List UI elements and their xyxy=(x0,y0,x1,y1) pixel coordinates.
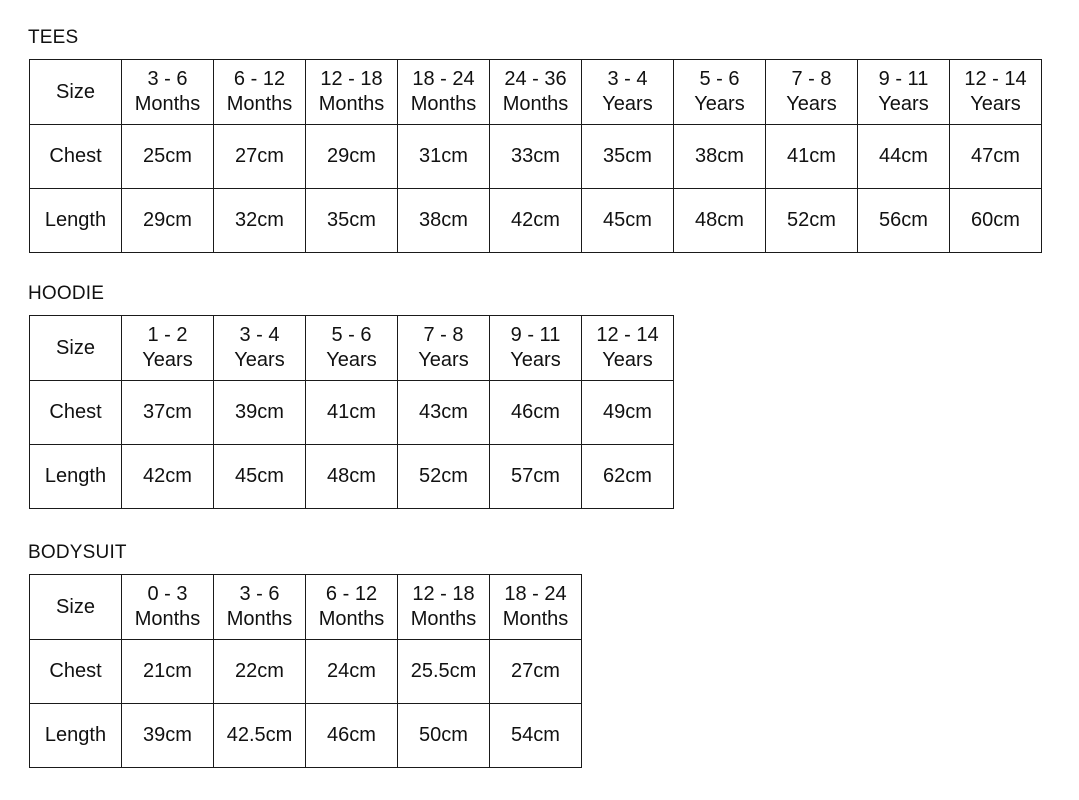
size-range: 12 - 18 xyxy=(320,68,383,90)
measurement-value: 33cm xyxy=(490,125,582,189)
size-range: 3 - 4 xyxy=(239,324,280,346)
size-unit: Years xyxy=(510,349,561,371)
size-row-label: Size xyxy=(30,60,122,125)
size-header-row xyxy=(30,316,674,381)
measurement-value: 38cm xyxy=(674,125,766,189)
size-range: 12 - 18 xyxy=(412,583,475,605)
bodysuit-section-title: BODYSUIT xyxy=(28,542,127,563)
size-cell xyxy=(306,60,398,125)
size-unit: Months xyxy=(318,93,385,115)
size-range: 3 - 4 xyxy=(607,68,648,90)
measurement-value: 43cm xyxy=(398,381,490,445)
size-unit: Years xyxy=(694,93,745,115)
size-row-label: Size xyxy=(30,316,122,381)
size-unit: Months xyxy=(134,93,201,115)
measurement-value: 47cm xyxy=(950,125,1042,189)
measurement-value: 44cm xyxy=(858,125,950,189)
size-cell xyxy=(582,316,674,381)
size-unit: Years xyxy=(418,349,469,371)
measurement-value: 50cm xyxy=(398,704,490,768)
size-range: 9 - 11 xyxy=(878,68,929,90)
measurement-value: 32cm xyxy=(214,189,306,253)
measurement-value: 62cm xyxy=(582,445,674,509)
measurement-value: 56cm xyxy=(858,189,950,253)
size-range: 7 - 8 xyxy=(791,68,832,90)
measurement-value: 52cm xyxy=(398,445,490,509)
size-cell xyxy=(214,60,306,125)
measurement-value: 46cm xyxy=(306,704,398,768)
measurement-value: 37cm xyxy=(122,381,214,445)
measurement-label: Length xyxy=(30,704,122,768)
measurement-value: 27cm xyxy=(214,125,306,189)
size-cell xyxy=(306,316,398,381)
measurement-value: 60cm xyxy=(950,189,1042,253)
measurement-value: 42cm xyxy=(490,189,582,253)
size-unit: Months xyxy=(502,608,569,630)
size-range: 1 - 2 xyxy=(147,324,188,346)
measurement-label: Chest xyxy=(30,640,122,704)
size-cell xyxy=(674,60,766,125)
size-unit: Years xyxy=(602,93,653,115)
measurement-value: 41cm xyxy=(306,381,398,445)
size-unit: Years xyxy=(786,93,837,115)
size-cell xyxy=(490,316,582,381)
size-range: 5 - 6 xyxy=(331,324,372,346)
size-unit: Months xyxy=(502,93,569,115)
measurement-value: 22cm xyxy=(214,640,306,704)
size-cell xyxy=(398,60,490,125)
size-cell xyxy=(122,60,214,125)
measurement-value: 57cm xyxy=(490,445,582,509)
measurement-value: 39cm xyxy=(122,704,214,768)
measurement-value: 46cm xyxy=(490,381,582,445)
measurement-row xyxy=(30,189,1042,253)
measurement-label: Length xyxy=(30,189,122,253)
size-unit: Months xyxy=(410,93,477,115)
measurement-value: 54cm xyxy=(490,704,582,768)
size-range: 12 - 14 xyxy=(964,68,1027,90)
measurement-value: 48cm xyxy=(674,189,766,253)
measurement-value: 35cm xyxy=(582,125,674,189)
measurement-value: 29cm xyxy=(122,189,214,253)
size-range: 6 - 12 xyxy=(325,583,378,605)
size-cell xyxy=(490,60,582,125)
hoodie-size-table xyxy=(29,315,674,509)
size-cell xyxy=(766,60,858,125)
measurement-row xyxy=(30,125,1042,189)
tees-size-table xyxy=(29,59,1042,253)
size-unit: Years xyxy=(602,349,653,371)
measurement-value: 35cm xyxy=(306,189,398,253)
measurement-label: Length xyxy=(30,445,122,509)
measurement-value: 41cm xyxy=(766,125,858,189)
size-unit: Years xyxy=(326,349,377,371)
measurement-value: 25cm xyxy=(122,125,214,189)
measurement-value: 49cm xyxy=(582,381,674,445)
measurement-value: 21cm xyxy=(122,640,214,704)
size-range: 24 - 36 xyxy=(504,68,567,90)
size-unit: Years xyxy=(970,93,1021,115)
size-unit: Months xyxy=(410,608,477,630)
size-range: 5 - 6 xyxy=(699,68,740,90)
measurement-value: 45cm xyxy=(214,445,306,509)
size-range: 3 - 6 xyxy=(239,583,280,605)
measurement-row xyxy=(30,445,674,509)
size-range: 9 - 11 xyxy=(510,324,561,346)
size-range: 0 - 3 xyxy=(147,583,188,605)
measurement-value: 38cm xyxy=(398,189,490,253)
size-range: 18 - 24 xyxy=(412,68,475,90)
size-cell xyxy=(398,316,490,381)
measurement-value: 45cm xyxy=(582,189,674,253)
size-unit: Months xyxy=(318,608,385,630)
measurement-label: Chest xyxy=(30,381,122,445)
measurement-value: 42.5cm xyxy=(214,704,306,768)
size-range: 3 - 6 xyxy=(147,68,188,90)
hoodie-section-title: HOODIE xyxy=(28,283,105,304)
size-unit: Years xyxy=(142,349,193,371)
bodysuit-size-table xyxy=(29,574,582,768)
size-row-label: Size xyxy=(30,575,122,640)
measurement-value: 27cm xyxy=(490,640,582,704)
measurement-label: Chest xyxy=(30,125,122,189)
size-unit: Years xyxy=(878,93,929,115)
size-header-row xyxy=(30,60,1042,125)
size-cell xyxy=(582,60,674,125)
size-cell xyxy=(950,60,1042,125)
size-unit: Months xyxy=(134,608,201,630)
measurement-value: 52cm xyxy=(766,189,858,253)
size-cell xyxy=(214,575,306,640)
size-cell xyxy=(122,575,214,640)
measurement-row xyxy=(30,640,582,704)
measurement-value: 29cm xyxy=(306,125,398,189)
measurement-value: 39cm xyxy=(214,381,306,445)
size-cell xyxy=(398,575,490,640)
size-cell xyxy=(858,60,950,125)
size-range: 18 - 24 xyxy=(504,583,567,605)
measurement-row xyxy=(30,704,582,768)
tees-section-title: TEES xyxy=(28,27,79,48)
size-range: 12 - 14 xyxy=(596,324,659,346)
measurement-value: 24cm xyxy=(306,640,398,704)
size-cell xyxy=(306,575,398,640)
measurement-row xyxy=(30,381,674,445)
measurement-value: 42cm xyxy=(122,445,214,509)
size-range: 6 - 12 xyxy=(233,68,286,90)
measurement-value: 31cm xyxy=(398,125,490,189)
size-cell xyxy=(122,316,214,381)
size-unit: Years xyxy=(234,349,285,371)
size-range: 7 - 8 xyxy=(423,324,464,346)
measurement-value: 48cm xyxy=(306,445,398,509)
size-cell xyxy=(490,575,582,640)
size-header-row xyxy=(30,575,582,640)
size-unit: Months xyxy=(226,93,293,115)
size-cell xyxy=(214,316,306,381)
measurement-value: 25.5cm xyxy=(398,640,490,704)
size-unit: Months xyxy=(226,608,293,630)
